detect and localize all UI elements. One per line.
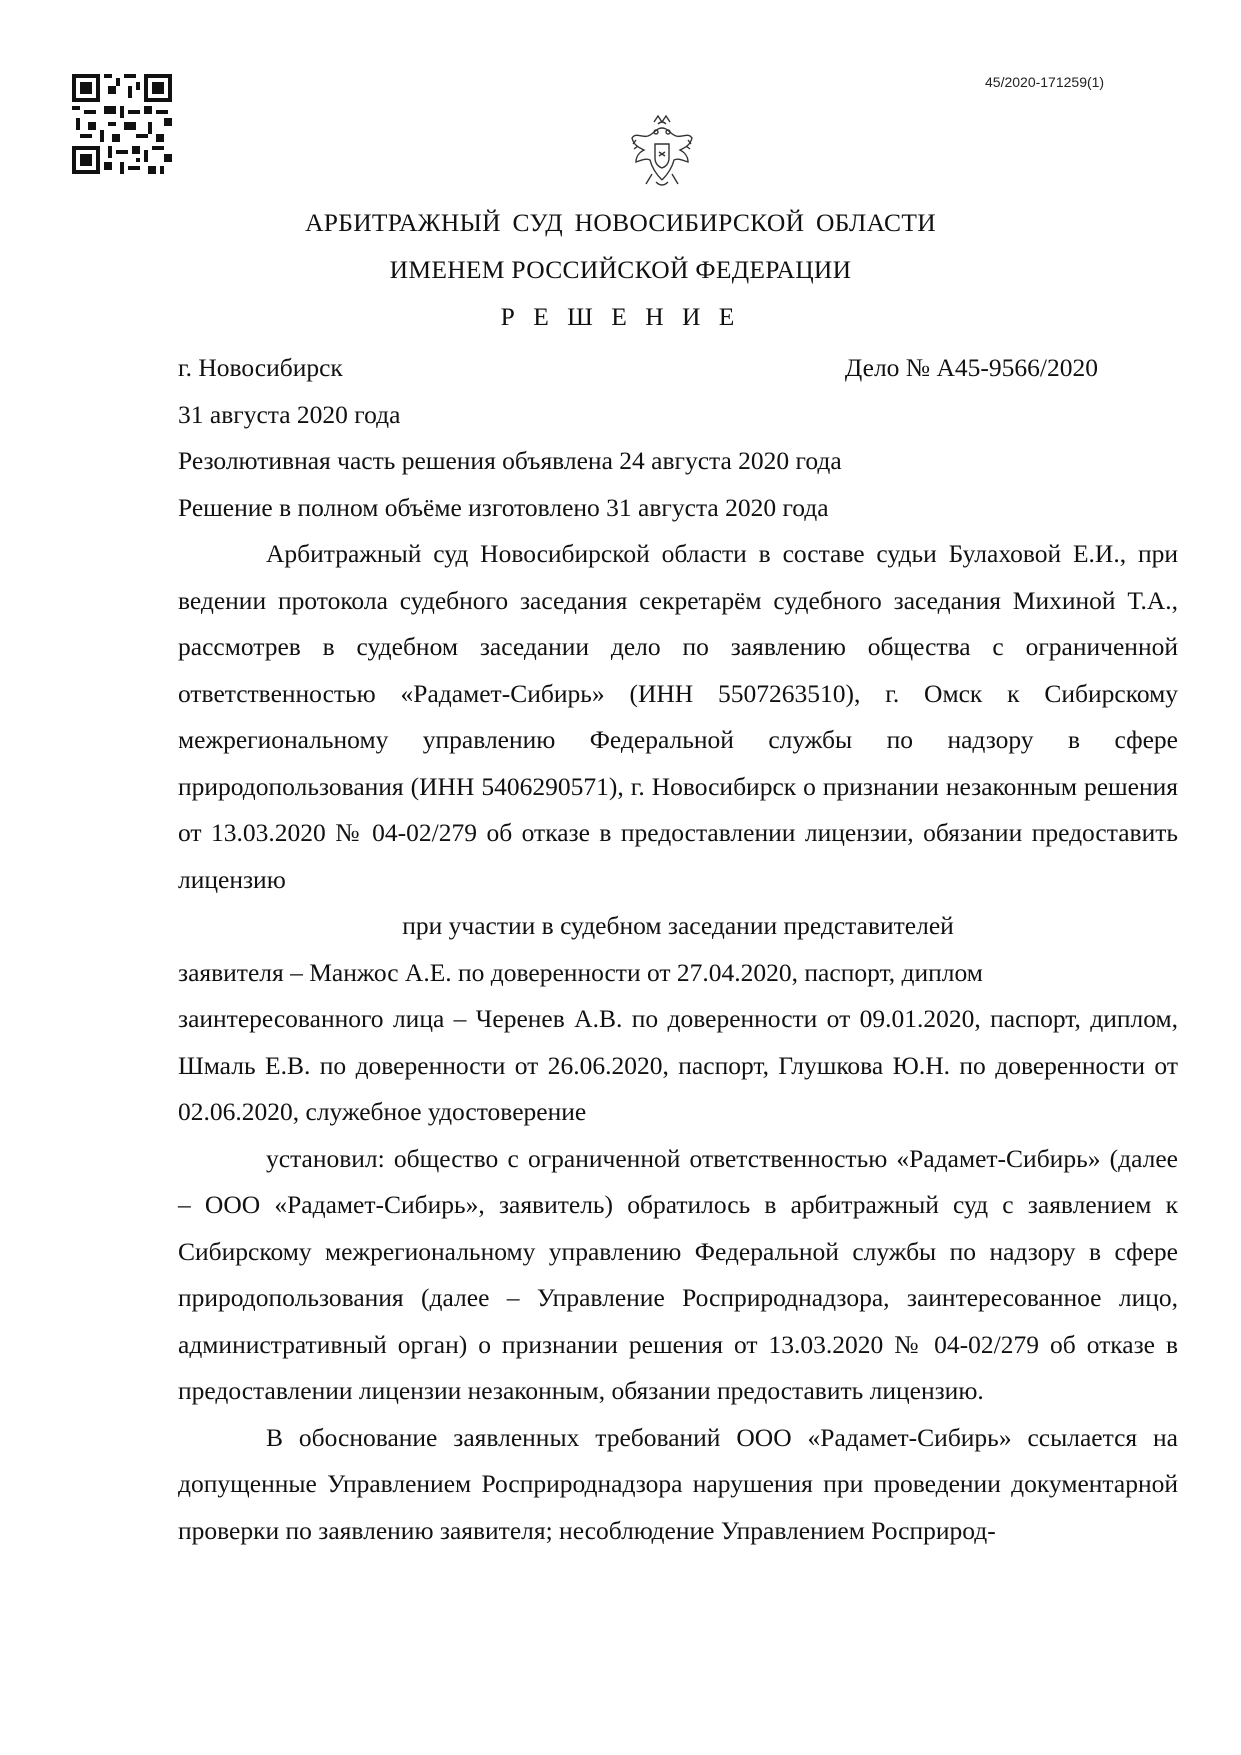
document-id: 45/2020-171259(1): [985, 74, 1105, 90]
court-name-heading: АРБИТРАЖНЫЙ СУД НОВОСИБИРСКОЙ ОБЛАСТИ: [305, 208, 936, 237]
paragraph-intro: Арбитражный суд Новосибирской области в составе судьи Булаховой Е.И., при ведении протокола судебного заседания секретарём судебного заседания Михиной Т.А., рассмотрев в судебном заседании дело по заявлению общества с ограниченной ответственностью «Радамет-Сибирь» (ИНН 5507263510), г. Омск к Сибирскому межрегиональному управлению Федеральной службы по надзору в сфере природопользования (ИНН 5406290571), г. Новосибирск о признании незаконным решения от 13.03.2020 № 04-02/279 об отказе в предоставлении лицензии, обязании предоставить лицензию: [178, 539, 1178, 894]
paragraph-established: установил: общество с ограниченной ответственностью «Радамет-Сибирь» (далее – ООО «Радамет-Сибирь», заявитель) обратилось в арбитражный суд с заявлением к Сибирскому межрегиональному управлению Федеральной службы по надзору в сфере природопользования (далее – Управление Росприроднадзора, заинтересованное лицо, административный орган) о признании решения от 13.03.2020 № 04-02/279 об отказе в предоставлении лицензии незаконным, обязании предоставить лицензию.: [178, 1143, 1178, 1405]
russian-coat-of-arms-icon: [628, 112, 696, 198]
participation-line: при участии в судебном заседании представителей: [402, 911, 954, 940]
paragraph-grounds: В обоснование заявленных требований ООО «Радамет-Сибирь» ссылается на допущенные Управлением Росприроднадзора нарушения при проведении документарной проверки по заявлению заявителя; несоблюдение Управлением Росприрод-: [178, 1422, 1178, 1545]
paragraph-applicant-rep: заявителя – Манжос А.Е. по доверенности от 27.04.2020, паспорт, диплом: [178, 957, 983, 987]
authority-heading: ИМЕНЕМ РОССИЙСКОЙ ФЕДЕРАЦИИ: [389, 255, 852, 284]
case-number: Дело № А45-9566/2020: [844, 353, 1098, 382]
city-case-row: [178, 345, 1098, 392]
paragraph-interested-party-rep: заинтересованного лица – Черенев А.В. по доверенности от 09.01.2020, паспорт, диплом, Шмаль Е.В. по доверенности от 26.06.2020, паспорт, Глушкова Ю.Н. по доверенности от 02.06.2020, служебное удостоверение: [178, 1004, 1178, 1126]
resolution-announced: Резолютивная часть решения объявлена 24 августа 2020 года: [178, 446, 842, 475]
city: г. Новосибирск: [178, 353, 343, 382]
document-body: [178, 345, 1178, 1554]
decision-made: Решение в полном объёме изготовлено 31 августа 2020 года: [178, 492, 829, 522]
document-type-heading: Р Е Ш Е Н И Е: [500, 302, 741, 331]
decision-date: 31 августа 2020 года: [178, 399, 401, 429]
qr-code-icon: [72, 74, 172, 174]
